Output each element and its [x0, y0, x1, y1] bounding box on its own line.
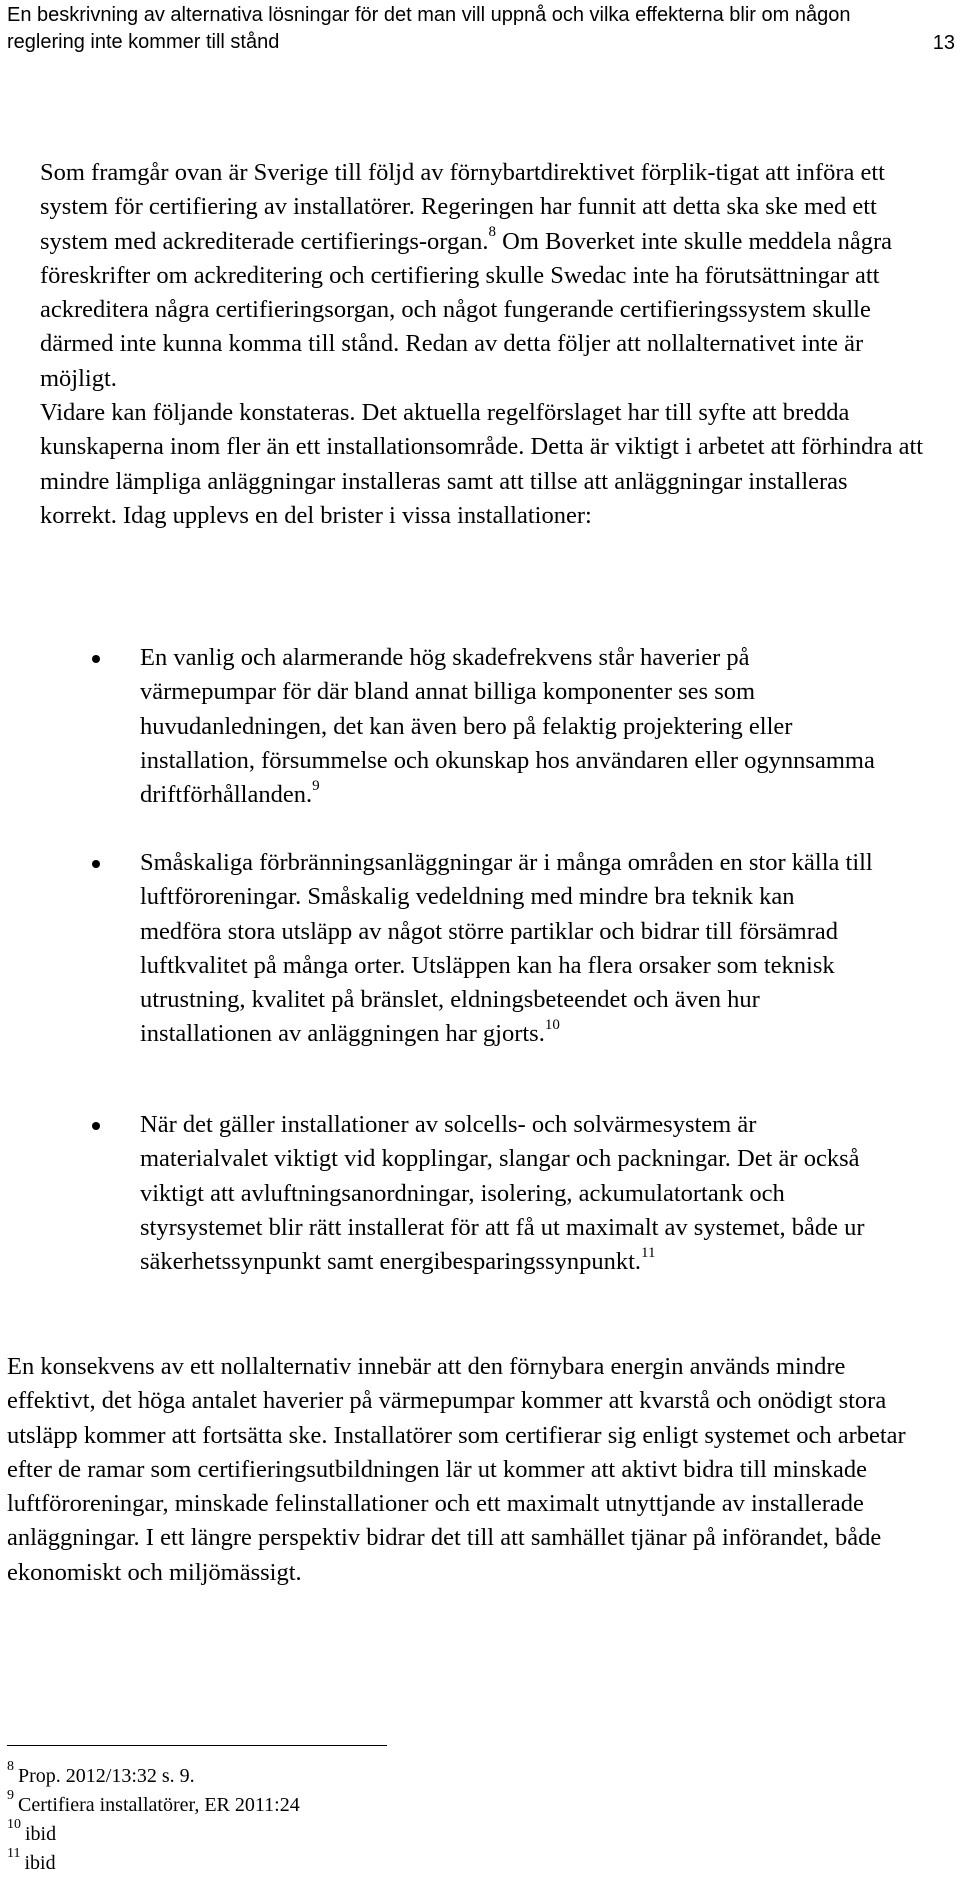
footnote-ref[interactable]: 9 [312, 778, 320, 795]
header-title: En beskrivning av alternativa lösningar för det man vill uppnå och vilka effekterna blir om någon reglering inte kommer till stånd [7, 4, 851, 53]
footnote-number: 10 [7, 1817, 21, 1833]
paragraph-text: Om Boverket inte skulle meddela några föreskrifter om ackreditering och certifiering skulle Swedac inte ha förutsättningar att ackreditera några certifieringsorgan, och något fungerande certifieringssystem skulle därmed inte kunna komma till stånd. Redan av detta följer att nollalternativet inte är möjligt. [40, 227, 892, 392]
footnote-text: Prop. 2012/13:32 s. 9. [18, 1765, 195, 1787]
list-item [0, 641, 880, 812]
footnote-text: ibid [25, 1823, 57, 1845]
bullet-icon [92, 1122, 100, 1130]
paragraph-konstateras [40, 396, 925, 533]
paragraph-nollalternativ [40, 156, 925, 396]
footnote-number: 8 [7, 1759, 14, 1775]
footnote-text: ibid [24, 1852, 56, 1874]
list-item-text: När det gäller installationer av solcells- och solvärmesystem är materialvalet viktigt vid kopplingar, slangar och packningar. Det är också viktigt att avluftningsanordningar, isolering, ackumulatortank och styrsystemet blir rätt installerat för att få ut maximalt av systemet, både ur säkerhetssynpunkt samt energibesparingssynpunkt. [140, 1111, 865, 1276]
page-number: 13 [932, 32, 955, 54]
footnote [7, 1788, 607, 1820]
footnote [7, 1817, 607, 1849]
footnote-text: Certifiera installatörer, ER 2011:24 [18, 1794, 300, 1816]
footnote [7, 1846, 607, 1878]
footnote-divider [7, 1745, 387, 1746]
list-item [0, 846, 880, 1052]
footnote-number: 9 [7, 1788, 14, 1804]
footnote-ref[interactable]: 11 [641, 1245, 656, 1262]
bullet-icon [92, 655, 100, 663]
paragraph-text: Vidare kan följande konstateras. Det aktuella regelförslaget har till syfte att bredda kunskaperna inom fler än ett installationsområde. Detta är viktigt i arbetet att förhindra att mindre lämpliga anläggningar installeras samt att tillse att anläggningar installeras korrekt. Idag upplevs en del brister i vissa installationer: [40, 399, 924, 529]
page-header [7, 2, 955, 56]
footnote [7, 1759, 607, 1791]
footnote-ref[interactable]: 10 [544, 1017, 560, 1034]
paragraph-text: En konsekvens av ett nollalternativ innebär att den förnybara energin används mindre effektivt, det höga antalet haverier på värmepumpar kommer att kvarstå och onödigt stora utsläpp kommer att fortsätta ske. Installatörer som certifierar sig enligt systemet och arbetar efter de ramar som certifieringsutbildningen lär ut kommer att aktivt bidra till minskade luftföroreningar, minskade felinstallationer och ett maximalt utnyttjande av installerade anläggningar. I ett längre perspektiv bidrar det till att samhället tjänar på införandet, både ekonomiskt och miljömässigt. [7, 1353, 906, 1586]
intro-section [40, 156, 925, 533]
list-item-text: En vanlig och alarmerande hög skadefrekvens står haverier på värmepumpar för där bland annat billiga komponenter ses som huvudanledningen, det kan även bero på felaktig projektering eller installation, försummelse och okunskap hos användaren eller ogynnsamma driftförhållanden. [140, 644, 875, 809]
footnotes [7, 1759, 607, 1878]
footnote-ref[interactable]: 8 [488, 224, 497, 241]
footnote-number: 11 [7, 1846, 21, 1862]
conclusion-paragraph [7, 1350, 907, 1590]
list-item [0, 1108, 880, 1279]
paragraph-text: Som framgår ovan är Sverige till följd av förnybartdirektivet förplik-tigat att införa ett system för certifiering av installatörer. Regeringen har funnit att detta ska ske med ett system med ackrediterade certifierings-organ. [40, 159, 885, 255]
bullet-icon [92, 860, 100, 868]
list-item-text: Småskaliga förbränningsanläggningar är i många områden en stor källa till luftföroreningar. Småskalig vedeldning med mindre bra teknik kan medföra stora utsläpp av något större partiklar och bidrar till försämrad luftkvalitet på många orter. Utsläppen kan ha flera orsaker som teknisk utrustning, kvalitet på bränslet, eldningsbeteendet och även hur installationen av anläggningen har gjorts. [140, 849, 873, 1048]
